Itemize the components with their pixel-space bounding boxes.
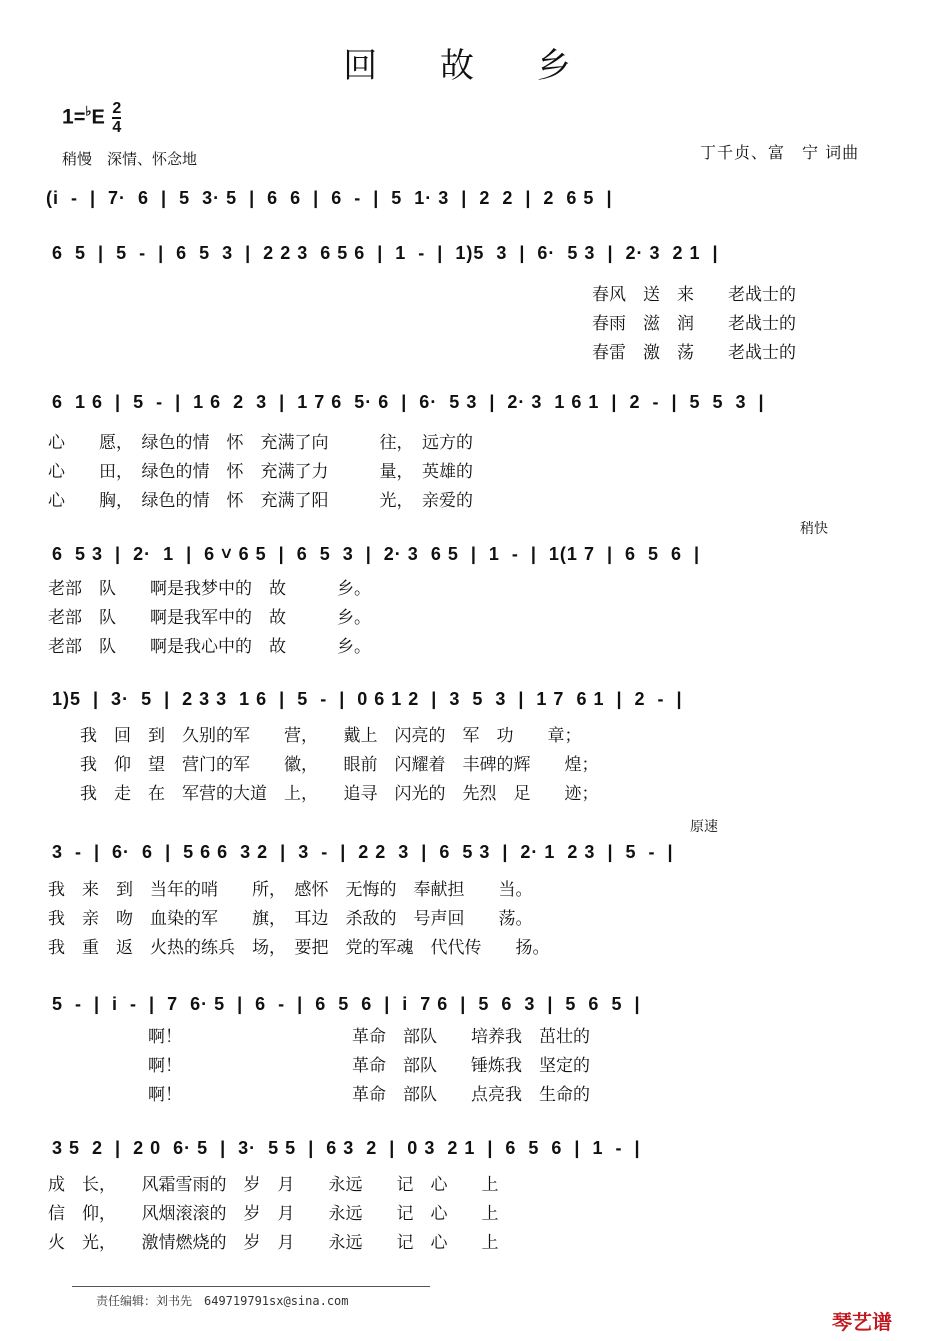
lyric-verse-2: 老部 队 啊是我军中的 故 乡。: [48, 608, 371, 628]
lyric-verse-1: 春风 送 来 老战士的: [592, 285, 796, 305]
lyric-verse-1: 啊！ 革命 部队 培养我 茁壮的: [80, 1027, 590, 1047]
tempo-change-mark: 原速: [690, 819, 718, 835]
system-8: [0, 1138, 940, 1168]
lyric-verse-1: 我 回 到 久别的军 营， 戴上 闪亮的 军 功 章；: [80, 726, 582, 746]
lyric-verse-2: 信 仰， 风烟滚滚的 岁 月 永远 记 心 上: [48, 1204, 499, 1224]
author-credit: 丁千贞、富 宁 词曲: [700, 143, 860, 162]
notation-line: 6 5 3 | 2· 1 | 6 ˅ 6 5 | 6 5 3 | 2· 3 6 5 | 1 - | 1(1 7 | 6 5 6 |: [52, 544, 701, 564]
notation-line: 1)5 | 3· 5 | 2 3 3 1 6 | 5 - | 0 6 1 2 | 3 5 3 | 1 7 6 1 | 2 - |: [52, 689, 683, 709]
lyric-verse-2: 我 仰 望 营门的军 徽， 眼前 闪耀着 丰碑的辉 煌；: [80, 755, 599, 775]
system-2: [0, 243, 940, 273]
system-7: [0, 994, 940, 1024]
lyric-verse-1: 老部 队 啊是我梦中的 故 乡。: [48, 579, 371, 599]
system-5: [0, 689, 940, 719]
notation-line: 3 5 2 | 2 0 6· 5 | 3· 5 5 | 6 3 2 | 0 3 2 1 | 6 5 6 | 1 - |: [52, 1138, 641, 1158]
system-1: [0, 188, 940, 218]
site-logo: 琴艺谱: [832, 1310, 892, 1334]
tempo-change-mark: 稍快: [800, 521, 828, 537]
notation-line: 5 - | i - | 7 6· 5 | 6 - | 6 5 6 | i 7 6 | 5 6 3 | 5 6 5 |: [52, 994, 641, 1014]
lyric-verse-3: 我 重 返 火热的练兵 场， 要把 党的军魂 代代传 扬。: [48, 938, 550, 958]
lyric-verse-2: 我 亲 吻 血染的军 旗， 耳边 杀敌的 号声回 荡。: [48, 909, 533, 929]
key-signature: $1=^♭E \frac{2}{4}$: [62, 100, 122, 136]
lyric-verse-3: 火 光， 激情燃烧的 岁 月 永远 记 心 上: [48, 1233, 499, 1253]
system-3: [0, 392, 940, 422]
time-signature: $\frac{2}{4}$: [112, 100, 122, 136]
lyric-verse-2: 啊！ 革命 部队 锤炼我 坚定的: [80, 1056, 590, 1076]
footer-divider: [72, 1286, 430, 1287]
notation-line: (i - | 7· 6 | 5 3· 5 | 6 6 | 6 - | 5 1· 3 | 2 2 | 2 6 5 |: [46, 188, 613, 208]
editor-credit: 责任编辑：刘书先 649719791sx@sina.com: [96, 1294, 349, 1308]
system-6: [0, 842, 940, 872]
tempo-marking: 稍慢 深情、怀念地: [62, 150, 198, 168]
notation-line: 3 - | 6· 6 | 5 6 6 3 2 | 3 - | 2 2 3 | 6 5 3 | 2· 1 2 3 | 5 - |: [52, 842, 674, 862]
notation-line: 6 1 6 | 5 - | 1 6 2 3 | 1 7 6 5· 6 | 6· 5 3 | 2· 3 1 6 1 | 2 - | 5 5 3 |: [52, 392, 765, 412]
lyric-verse-3: 心 胸， 绿色的情 怀 充满了阳 光， 亲爱的: [48, 491, 473, 511]
lyric-verse-3: 春雷 激 荡 老战士的: [592, 343, 796, 363]
lyric-verse-3: 我 走 在 军营的大道 上， 追寻 闪光的 先烈 足 迹；: [80, 784, 599, 804]
lyric-verse-1: 成 长， 风霜雪雨的 岁 月 永远 记 心 上: [48, 1175, 499, 1195]
lyric-verse-3: 老部 队 啊是我心中的 故 乡。: [48, 637, 371, 657]
lyric-verse-2: 春雨 滋 润 老战士的: [592, 314, 796, 334]
lyric-verse-2: 心 田， 绿色的情 怀 充满了力 量， 英雄的: [48, 462, 473, 482]
lyric-verse-1: 我 来 到 当年的哨 所， 感怀 无悔的 奉献担 当。: [48, 880, 533, 900]
lyric-verse-1: 心 愿， 绿色的情 怀 充满了向 往， 远方的: [48, 433, 473, 453]
system-4: [0, 544, 940, 574]
notation-line: 6 5 | 5 - | 6 5 3 | 2 2 3 6 5 6 | 1 - | 1)5 3 | 6· 5 3 | 2· 3 2 1 |: [52, 243, 719, 263]
flat-icon: ♭: [85, 103, 92, 119]
song-title: 回 故 乡: [343, 46, 597, 86]
lyric-verse-3: 啊！ 革命 部队 点亮我 生命的: [80, 1085, 590, 1105]
